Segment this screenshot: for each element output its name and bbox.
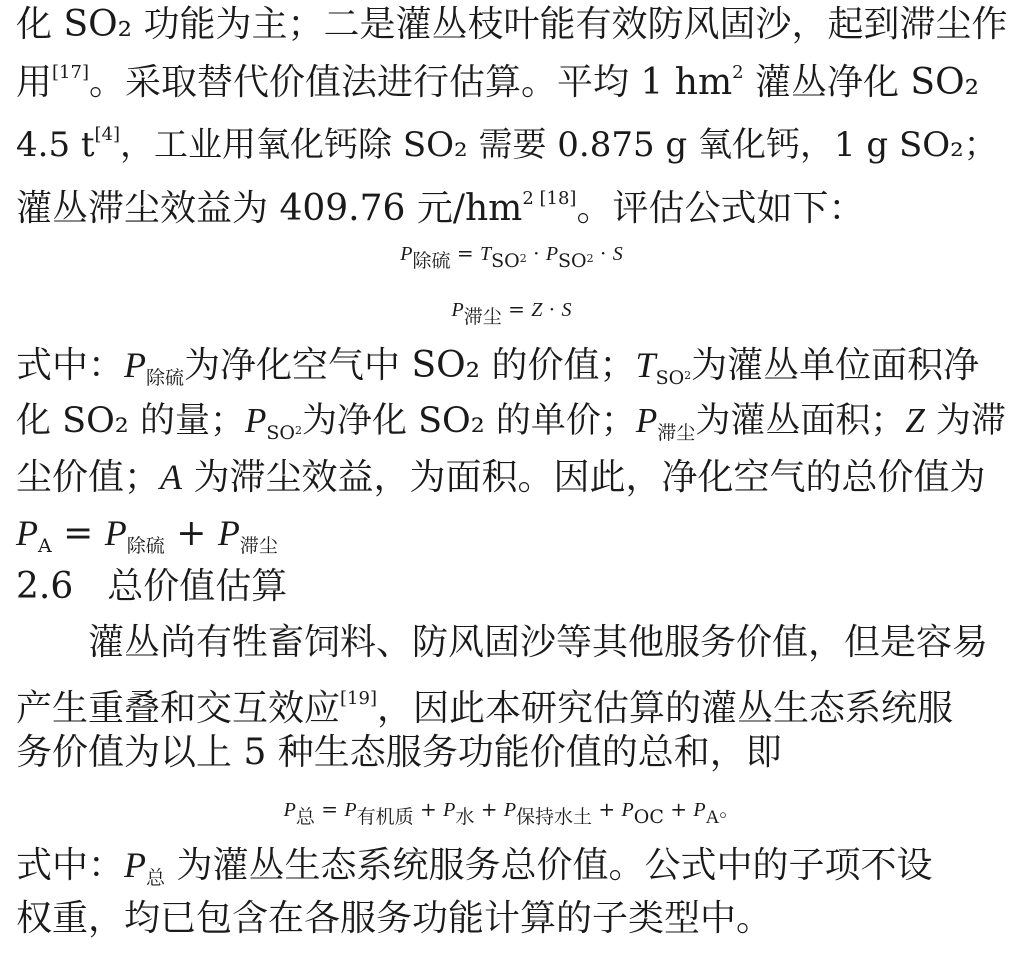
where-line-4: [16, 508, 278, 558]
math-var: Z: [531, 299, 543, 321]
math-sub: 滞尘: [463, 306, 502, 328]
math-sub: 水: [455, 806, 475, 828]
text-span: 4.5 t: [16, 125, 95, 165]
text-span: 为净化 SO₂ 的单价；: [301, 401, 636, 441]
math-var: S: [561, 299, 572, 321]
math-op: =: [314, 797, 345, 821]
formula-desulfurization: [0, 228, 1023, 278]
text-span: 务价值为以上 5 种生态服务功能价值的总和，即: [16, 732, 782, 773]
text-span: 为灌丛面积；: [695, 401, 906, 441]
math-var: Z: [905, 401, 925, 440]
text-span: 。采取替代价值法进行估算。平均 1 hm: [88, 62, 733, 103]
math-op: 。: [719, 797, 740, 821]
math-var: P: [124, 345, 147, 385]
math-sub: 保持水土: [516, 806, 593, 828]
math-var: P: [400, 243, 413, 265]
section-title: 总价值估算: [107, 566, 288, 607]
math-sub: SO: [558, 250, 587, 272]
body-line-3: [16, 110, 998, 165]
math-sub: 滞尘: [657, 422, 696, 444]
math-var: P: [443, 799, 456, 821]
math-sub: SO: [491, 250, 520, 272]
body-line-4: [16, 174, 865, 229]
math-sub: SO: [266, 422, 295, 444]
math-var: P: [217, 513, 240, 553]
math-op: =: [501, 297, 532, 321]
text-span: 灌丛滞尘效益为 409.76 元/hm: [16, 188, 523, 229]
text-span: 式中：: [16, 345, 125, 386]
para-line-1: [88, 618, 988, 668]
text-span: 化 SO₂ 的量；: [16, 401, 245, 441]
math-op: +: [592, 797, 622, 821]
math-sub: 除硫: [146, 367, 185, 389]
math-op: ·: [593, 241, 613, 265]
math-var: A: [160, 457, 183, 497]
math-sub: 总: [295, 806, 315, 828]
math-op: =: [51, 513, 105, 554]
math-var: P: [451, 299, 464, 321]
text-span: 为灌丛单位面积净: [691, 345, 980, 386]
math-var: P: [16, 513, 38, 553]
text-span: 为滞尘效益，为面积。因此，净化空气的总价值为: [182, 457, 986, 498]
math-sub: 除硫: [126, 535, 165, 557]
math-var: P: [503, 799, 517, 821]
math-subsub: 2: [586, 252, 594, 265]
text-span: 灌丛尚有牲畜饲料、防风固沙等其他服务价值，但是容易: [88, 622, 989, 663]
math-var: P: [545, 243, 559, 265]
where2-line-1: [16, 840, 932, 890]
math-var: P: [244, 401, 267, 440]
math-sub: A: [38, 535, 52, 557]
text-span: 用: [16, 62, 53, 103]
citation-ref: 2 [18]: [522, 188, 577, 209]
math-op: +: [164, 513, 218, 554]
math-subsub: 2: [294, 424, 302, 437]
math-subsub: 2: [519, 252, 527, 265]
superscript: 2: [732, 62, 744, 83]
citation-ref: [19]: [340, 688, 377, 709]
text-span: 灌丛净化 SO₂: [743, 62, 980, 103]
math-op: ·: [542, 297, 562, 321]
math-var: P: [635, 401, 658, 440]
text-span: 为净化空气中 SO₂ 的价值；: [184, 345, 636, 386]
math-var: P: [621, 799, 634, 821]
formula-dust: [0, 284, 1023, 334]
text-span: 为滞: [924, 401, 1006, 441]
where-line-1: [16, 340, 979, 390]
math-sub: 滞尘: [239, 535, 278, 557]
math-sub: 总: [146, 867, 166, 889]
para-line-3: [16, 728, 782, 778]
math-var: T: [635, 345, 656, 385]
text-span: 式中：: [16, 845, 125, 886]
math-op: +: [413, 797, 444, 821]
where-line-3: [16, 452, 985, 502]
body-line-2: [16, 48, 980, 103]
text-span: 产生重叠和交互效应: [16, 688, 341, 729]
text-span: 尘价值；: [16, 457, 161, 498]
math-var: P: [104, 513, 127, 553]
citation-ref: [4]: [94, 124, 121, 145]
text-span: 。评估公式如下：: [576, 188, 865, 229]
body-line-1: [16, 0, 1008, 50]
where2-line-2: [16, 894, 772, 944]
text-span: ，工业用氧化钙除 SO₂ 需要 0.875 g 氧化钙，1 g SO₂；: [120, 125, 998, 165]
math-sub: A: [705, 807, 720, 828]
math-sub: SO: [655, 367, 685, 389]
math-op: ·: [526, 241, 546, 265]
section-number: 2.6: [16, 566, 74, 607]
math-var: P: [344, 799, 357, 821]
math-sub: OC: [633, 806, 664, 828]
math-var: P: [693, 799, 706, 821]
math-op: +: [474, 797, 504, 821]
text-span: 化 SO₂ 功能为主；二是灌丛枝叶能有效防风固沙，起到滞尘作: [16, 4, 1008, 45]
math-var: T: [480, 243, 492, 265]
where-line-2: [16, 396, 1006, 446]
text-span: ，因此本研究估算的灌丛生态系统服: [376, 688, 953, 729]
para-line-2: [16, 674, 953, 729]
section-heading: [16, 562, 287, 612]
text-span: 为灌丛生态系统服务总价值。公式中的子项不设: [165, 845, 933, 886]
math-var: P: [124, 845, 147, 885]
formula-total: [0, 784, 1023, 834]
citation-ref: [17]: [52, 62, 89, 83]
math-var: P: [283, 799, 296, 821]
math-sub: 除硫: [412, 250, 451, 272]
text-span: 权重，均已包含在各服务功能计算的子类型中。: [16, 898, 773, 939]
math-op: =: [450, 241, 481, 265]
math-subsub: 2: [684, 369, 692, 382]
math-op: +: [663, 797, 694, 821]
math-sub: 有机质: [356, 806, 414, 828]
math-var: S: [612, 243, 623, 265]
